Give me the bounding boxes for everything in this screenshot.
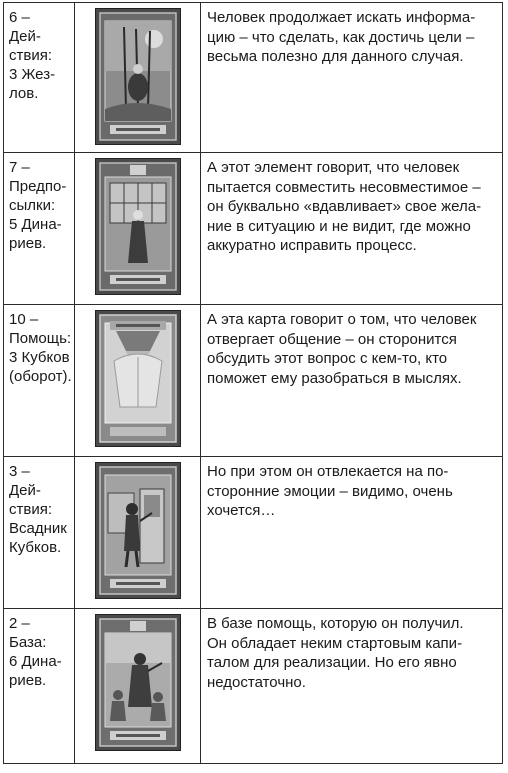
tarot-card-three-of-cups-reversed-icon [95, 310, 181, 447]
table-row [4, 457, 503, 609]
card-cell [75, 153, 201, 305]
position-label: 7 – Предпо- сылки: 5 Дина- риев. [9, 159, 67, 252]
tarot-spread-table [3, 2, 503, 764]
description-text: Человек продолжает искать информа- цию – что сделать, как достичь цели – весьма полезно для данного случая. [207, 9, 476, 65]
table-row [4, 153, 503, 305]
tarot-card-six-of-pentacles-icon [95, 614, 181, 751]
tarot-card-five-of-pentacles-icon [95, 158, 181, 295]
table-row [4, 305, 503, 457]
description-text: В базе помощь, которую он получил. Он обладает неким стартовым капи- талом для реализации. Но его явно недостаточно. [207, 615, 464, 691]
description-text: А эта карта говорит о том, что человек отвергает общение – он сторонится обсудить этот вопрос с кем-то, кто поможет ему разобраться в мыслях. [207, 311, 477, 387]
position-cell [4, 3, 75, 153]
description-cell [201, 609, 503, 764]
spread-table-page [3, 2, 503, 768]
tarot-card-knight-of-cups-icon [95, 462, 181, 599]
position-cell [4, 609, 75, 764]
position-label: 3 – Дей- ствия: Всадник Кубков. [9, 463, 67, 556]
description-text: А этот элемент говорит, что человек пытается совместить несовместимое – он буквально «вдавливает» свое жела- ние в ситуацию и не видит, где можно аккуратно исправить процесс. [207, 159, 482, 254]
position-label: 10 – Помощь: 3 Кубков (оборот). [9, 311, 72, 385]
position-label: 6 – Дей- ствия: 3 Жез- лов. [9, 9, 56, 102]
table-row [4, 609, 503, 764]
position-cell [4, 305, 75, 457]
description-cell [201, 457, 503, 609]
description-text: Но при этом он отвлекается на по- сторонние эмоции – видимо, очень хочется… [207, 463, 453, 519]
card-cell [75, 609, 201, 764]
position-cell [4, 153, 75, 305]
card-cell [75, 457, 201, 609]
table-row [4, 3, 503, 153]
description-cell [201, 3, 503, 153]
position-cell [4, 457, 75, 609]
tarot-card-three-of-wands-icon [95, 8, 181, 145]
card-cell [75, 305, 201, 457]
description-cell [201, 153, 503, 305]
card-cell [75, 3, 201, 153]
position-label: 2 – База: 6 Дина- риев. [9, 615, 62, 689]
description-cell [201, 305, 503, 457]
